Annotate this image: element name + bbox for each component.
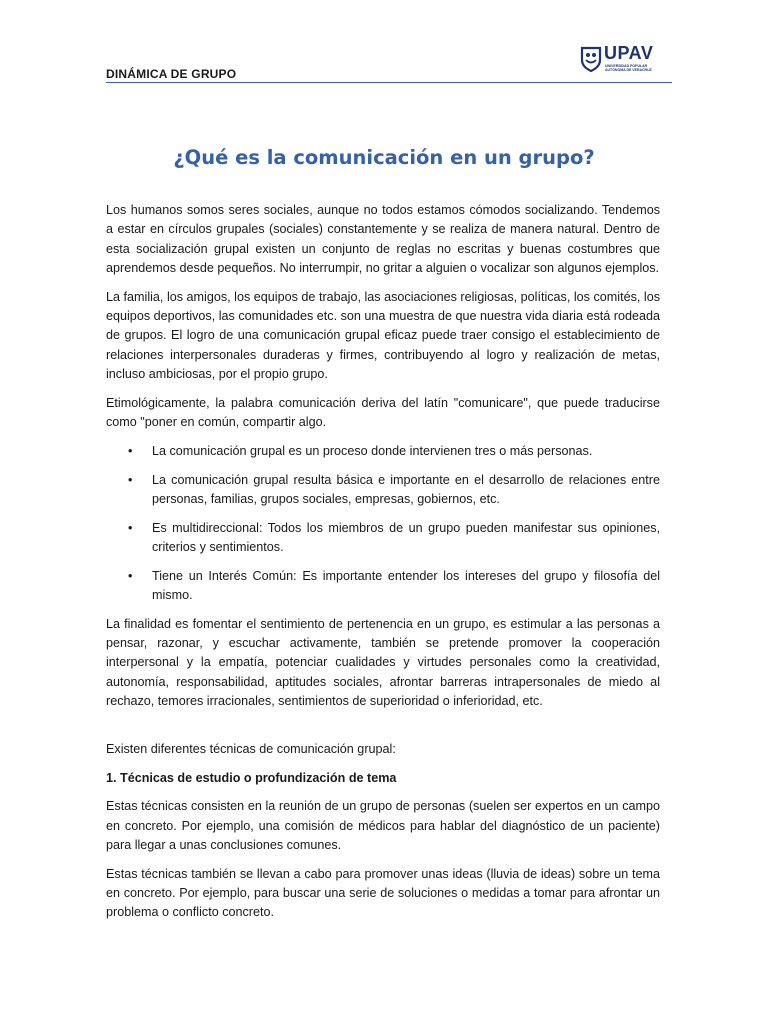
list-item — [106, 519, 660, 558]
upav-logo — [580, 44, 660, 76]
logo-text: UPAV — [604, 43, 654, 63]
list-item-text: Tiene un Interés Común: Es importante entender los intereses del grupo y filosofía del mismo. — [152, 568, 660, 603]
list-item — [106, 442, 660, 461]
logo-subtext: UNIVERSIDAD POPULAR AUTÓNOMA DE VERACRUZ — [605, 64, 652, 72]
shield-icon — [580, 46, 602, 72]
list-item-text: Es multidireccional: Todos los miembros de un grupo pueden manifestar sus opiniones, criterios y sentimientos. — [152, 520, 660, 554]
document-body — [106, 201, 660, 932]
header-title: DINÁMICA DE GRUPO — [106, 67, 237, 81]
paragraph-technique-ideas: Estas técnicas también se llevan a cabo para promover unas ideas (lluvia de ideas) sobre un tema en concreto. Por ejemplo, para buscar una serie de soluciones o medidas a tomar para afrontar un problema o conflicto concreto. — [106, 866, 660, 920]
spacer — [106, 721, 660, 740]
bullet-icon: • — [128, 472, 133, 487]
bullet-list — [106, 442, 660, 606]
paragraph-purpose: La finalidad es fomentar el sentimiento de pertenencia en un grupo, es estimular a las personas a pensar, razonar, y escuchar activamente, también se pretende promover la cooperación interpersonal y la empatía, potenciar cualidades y virtudes personales como la creatividad, autonomía, responsabilidad, aptitudes sociales, afrontar barreras intrapersonales de miedo al rechazo, temores irracionales, sentimientos de superioridad o inferioridad, etc. — [106, 616, 660, 709]
list-item — [106, 567, 660, 606]
paragraph-etymology: Etimológicamente, la palabra comunicación deriva del latín "comunicare", que puede traducirse como "poner en común, compartir algo. — [106, 395, 660, 429]
section-heading: 1. Técnicas de estudio o profundización de tema — [106, 770, 397, 785]
paragraph-intro: Los humanos somos seres sociales, aunque no todos estamos cómodos socializando. Tendemos a estar en círculos grupales (sociales) constantemente y se realiza de manera natural. Dentro de esta socialización grupal existen un conjunto de reglas no escritas y buenas costumbres que aprendemos desde pequeños. No interrumpir, no gritar a alguien o vocalizar son algunos ejemplos. — [106, 203, 660, 275]
bullet-icon: • — [128, 568, 133, 583]
list-item-text: La comunicación grupal resulta básica e importante en el desarrollo de relaciones entre personas, familias, grupos sociales, empresas, gobiernos, etc. — [152, 472, 660, 506]
paragraph-groups: La familia, los amigos, los equipos de trabajo, las asociaciones religiosas, políticas, los comités, los equipos deportivos, las comunidades etc. son una muestra de que nuestra vida diaria está rodeada de grupos. El logro de una comunicación grupal eficaz puede traer consigo el establecimiento de relaciones interpersonales duraderas y firmes, contribuyendo al logro y realización de metas, incluso ambiciosas, por el propio grupo. — [106, 289, 660, 381]
bullet-icon: • — [128, 520, 133, 535]
document-title: ¿Qué es la comunicación en un grupo? — [173, 146, 595, 169]
list-item — [106, 471, 660, 510]
bullet-icon: • — [128, 443, 133, 458]
page-header — [106, 40, 672, 83]
paragraph-techniques-intro: Existen diferentes técnicas de comunicación grupal: — [106, 741, 396, 756]
list-item-text: La comunicación grupal es un proceso donde intervienen tres o más personas. — [152, 443, 593, 458]
paragraph-technique-description: Estas técnicas consisten en la reunión de un grupo de personas (suelen ser expertos en un campo en concreto. Por ejemplo, una comisión de médicos para hablar del diagnóstico de un paciente) para llegar a unas conclusiones comunes. — [106, 799, 660, 853]
